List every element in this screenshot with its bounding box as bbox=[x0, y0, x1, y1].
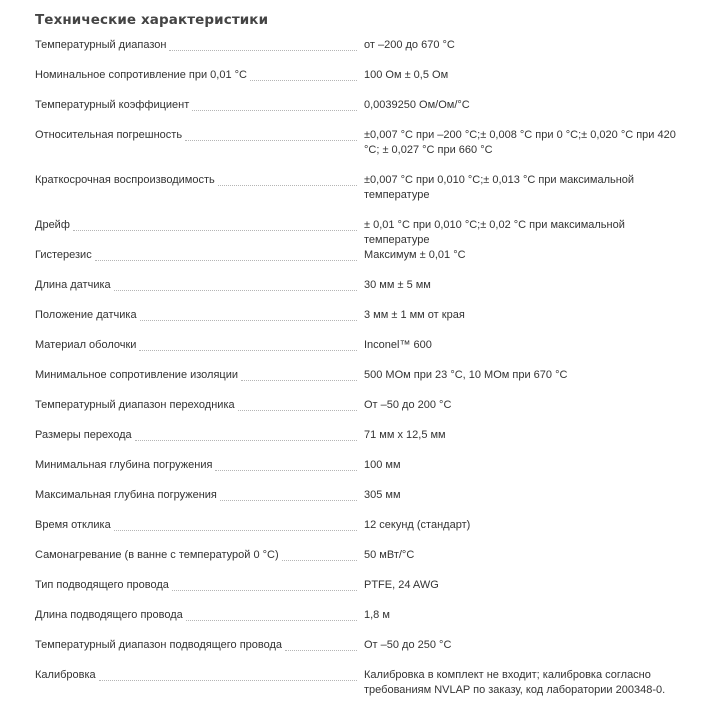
spec-row bbox=[35, 488, 685, 518]
spec-label-text: Калибровка bbox=[35, 669, 96, 681]
spec-label bbox=[35, 173, 357, 188]
spec-value: От –50 до 200 °C bbox=[364, 399, 452, 411]
spec-row bbox=[35, 128, 685, 173]
spec-row bbox=[35, 428, 685, 458]
spec-label bbox=[35, 338, 357, 353]
spec-value: ± 0,01 °C при 0,010 °C;± 0,02 °C при максимальной температуре bbox=[364, 219, 625, 246]
spec-label bbox=[35, 218, 357, 233]
dotted-leader bbox=[95, 259, 357, 261]
spec-row bbox=[35, 278, 685, 308]
spec-value: от –200 до 670 °C bbox=[364, 39, 455, 51]
dotted-leader bbox=[192, 109, 357, 111]
spec-label-text: Минимальное сопротивление изоляции bbox=[35, 369, 239, 381]
dotted-leader bbox=[250, 79, 357, 81]
spec-label-text: Положение датчика bbox=[35, 309, 137, 321]
spec-value: 3 мм ± 1 мм от края bbox=[364, 309, 465, 321]
spec-label-text: Температурный диапазон bbox=[35, 39, 167, 51]
dotted-leader bbox=[241, 379, 357, 381]
spec-value: PTFE, 24 AWG bbox=[364, 579, 439, 591]
spec-row bbox=[35, 398, 685, 428]
spec-label bbox=[35, 638, 357, 653]
spec-label bbox=[35, 458, 357, 473]
spec-row bbox=[35, 548, 685, 578]
dotted-leader bbox=[73, 229, 357, 231]
spec-row bbox=[35, 68, 685, 98]
spec-value: ±0,007 °C при 0,010 °C;± 0,013 °C при максимальной температуре bbox=[364, 174, 635, 201]
spec-row bbox=[35, 98, 685, 128]
spec-label bbox=[35, 548, 357, 563]
spec-label-text: Максимальная глубина погружения bbox=[35, 489, 217, 501]
spec-label bbox=[35, 278, 357, 293]
spec-label-text: Длина датчика bbox=[35, 279, 111, 291]
dotted-leader bbox=[238, 409, 357, 411]
specifications-section bbox=[35, 0, 685, 713]
dotted-leader bbox=[135, 439, 357, 441]
spec-row bbox=[35, 173, 685, 218]
spec-value: 500 МОм при 23 °C, 10 МОм при 670 °C bbox=[364, 369, 568, 381]
spec-label-text: Самонагревание (в ванне с температурой 0 °C) bbox=[35, 549, 279, 561]
spec-label-text: Материал оболочки bbox=[35, 339, 137, 351]
dotted-leader bbox=[220, 499, 357, 501]
spec-label bbox=[35, 308, 357, 323]
spec-label bbox=[35, 488, 357, 503]
spec-row bbox=[35, 668, 685, 713]
spec-row bbox=[35, 518, 685, 548]
spec-label-text: Температурный коэффициент bbox=[35, 99, 190, 111]
dotted-leader bbox=[139, 349, 357, 351]
specifications-table bbox=[35, 38, 685, 713]
spec-row bbox=[35, 338, 685, 368]
spec-label-text: Краткосрочная воспроизводимость bbox=[35, 174, 215, 186]
spec-label-text: Температурный диапазон подводящего провода bbox=[35, 639, 283, 651]
section-title: Технические характеристики bbox=[35, 12, 269, 28]
dotted-leader bbox=[169, 49, 357, 51]
dotted-leader bbox=[185, 139, 357, 141]
dotted-leader bbox=[282, 559, 357, 561]
spec-label bbox=[35, 38, 357, 53]
dotted-leader bbox=[140, 319, 357, 321]
spec-value: Inconel™ 600 bbox=[364, 339, 432, 351]
spec-row bbox=[35, 248, 685, 278]
spec-label bbox=[35, 368, 357, 383]
dotted-leader bbox=[285, 649, 357, 651]
spec-row bbox=[35, 308, 685, 338]
spec-value: 1,8 м bbox=[364, 609, 390, 621]
spec-label bbox=[35, 128, 357, 143]
spec-label-text: Минимальная глубина погружения bbox=[35, 459, 213, 471]
dotted-leader bbox=[186, 619, 357, 621]
spec-label bbox=[35, 668, 357, 683]
spec-label-text: Относительная погрешность bbox=[35, 129, 183, 141]
spec-value: 12 секунд (стандарт) bbox=[364, 519, 471, 531]
spec-row bbox=[35, 608, 685, 638]
spec-value: 100 мм bbox=[364, 459, 401, 471]
spec-label-text: Гистерезис bbox=[35, 249, 92, 261]
spec-value: 50 мВт/°C bbox=[364, 549, 415, 561]
spec-row bbox=[35, 368, 685, 398]
spec-value: 100 Ом ± 0,5 Ом bbox=[364, 69, 449, 81]
dotted-leader bbox=[218, 184, 357, 186]
spec-row bbox=[35, 638, 685, 668]
spec-value: 305 мм bbox=[364, 489, 401, 501]
spec-label-text: Номинальное сопротивление при 0,01 °C bbox=[35, 69, 247, 81]
spec-row bbox=[35, 38, 685, 68]
spec-label bbox=[35, 98, 357, 113]
spec-label-text: Время отклика bbox=[35, 519, 111, 531]
spec-label-text: Тип подводящего провода bbox=[35, 579, 169, 591]
spec-label-text: Длина подводящего провода bbox=[35, 609, 183, 621]
dotted-leader bbox=[172, 589, 357, 591]
spec-value: 30 мм ± 5 мм bbox=[364, 279, 431, 291]
spec-label bbox=[35, 248, 357, 263]
spec-value: ±0,007 °C при –200 °C;± 0,008 °C при 0 °C;± 0,020 °C при 420 °C; ± 0,027 °C при 660 °C bbox=[364, 129, 676, 156]
dotted-leader bbox=[215, 469, 357, 471]
dotted-leader bbox=[99, 679, 357, 681]
dotted-leader bbox=[114, 289, 357, 291]
spec-label bbox=[35, 428, 357, 443]
spec-value: Калибровка в комплект не входит; калибровка согласно требованиям NVLAP по заказу, код лаборатории 200348-0. bbox=[364, 669, 666, 696]
dotted-leader bbox=[114, 529, 357, 531]
spec-row bbox=[35, 578, 685, 608]
spec-label bbox=[35, 608, 357, 623]
spec-label bbox=[35, 398, 357, 413]
spec-value: 0,0039250 Ом/Ом/°C bbox=[364, 99, 470, 111]
spec-label bbox=[35, 578, 357, 593]
spec-value: 71 мм x 12,5 мм bbox=[364, 429, 446, 441]
spec-label-text: Дрейф bbox=[35, 219, 70, 231]
spec-label bbox=[35, 518, 357, 533]
spec-row bbox=[35, 218, 685, 248]
spec-value: Максимум ± 0,01 °C bbox=[364, 249, 466, 261]
spec-row bbox=[35, 458, 685, 488]
spec-label bbox=[35, 68, 357, 83]
spec-label-text: Размеры перехода bbox=[35, 429, 132, 441]
spec-value: От –50 до 250 °C bbox=[364, 639, 452, 651]
spec-label-text: Температурный диапазон переходника bbox=[35, 399, 235, 411]
